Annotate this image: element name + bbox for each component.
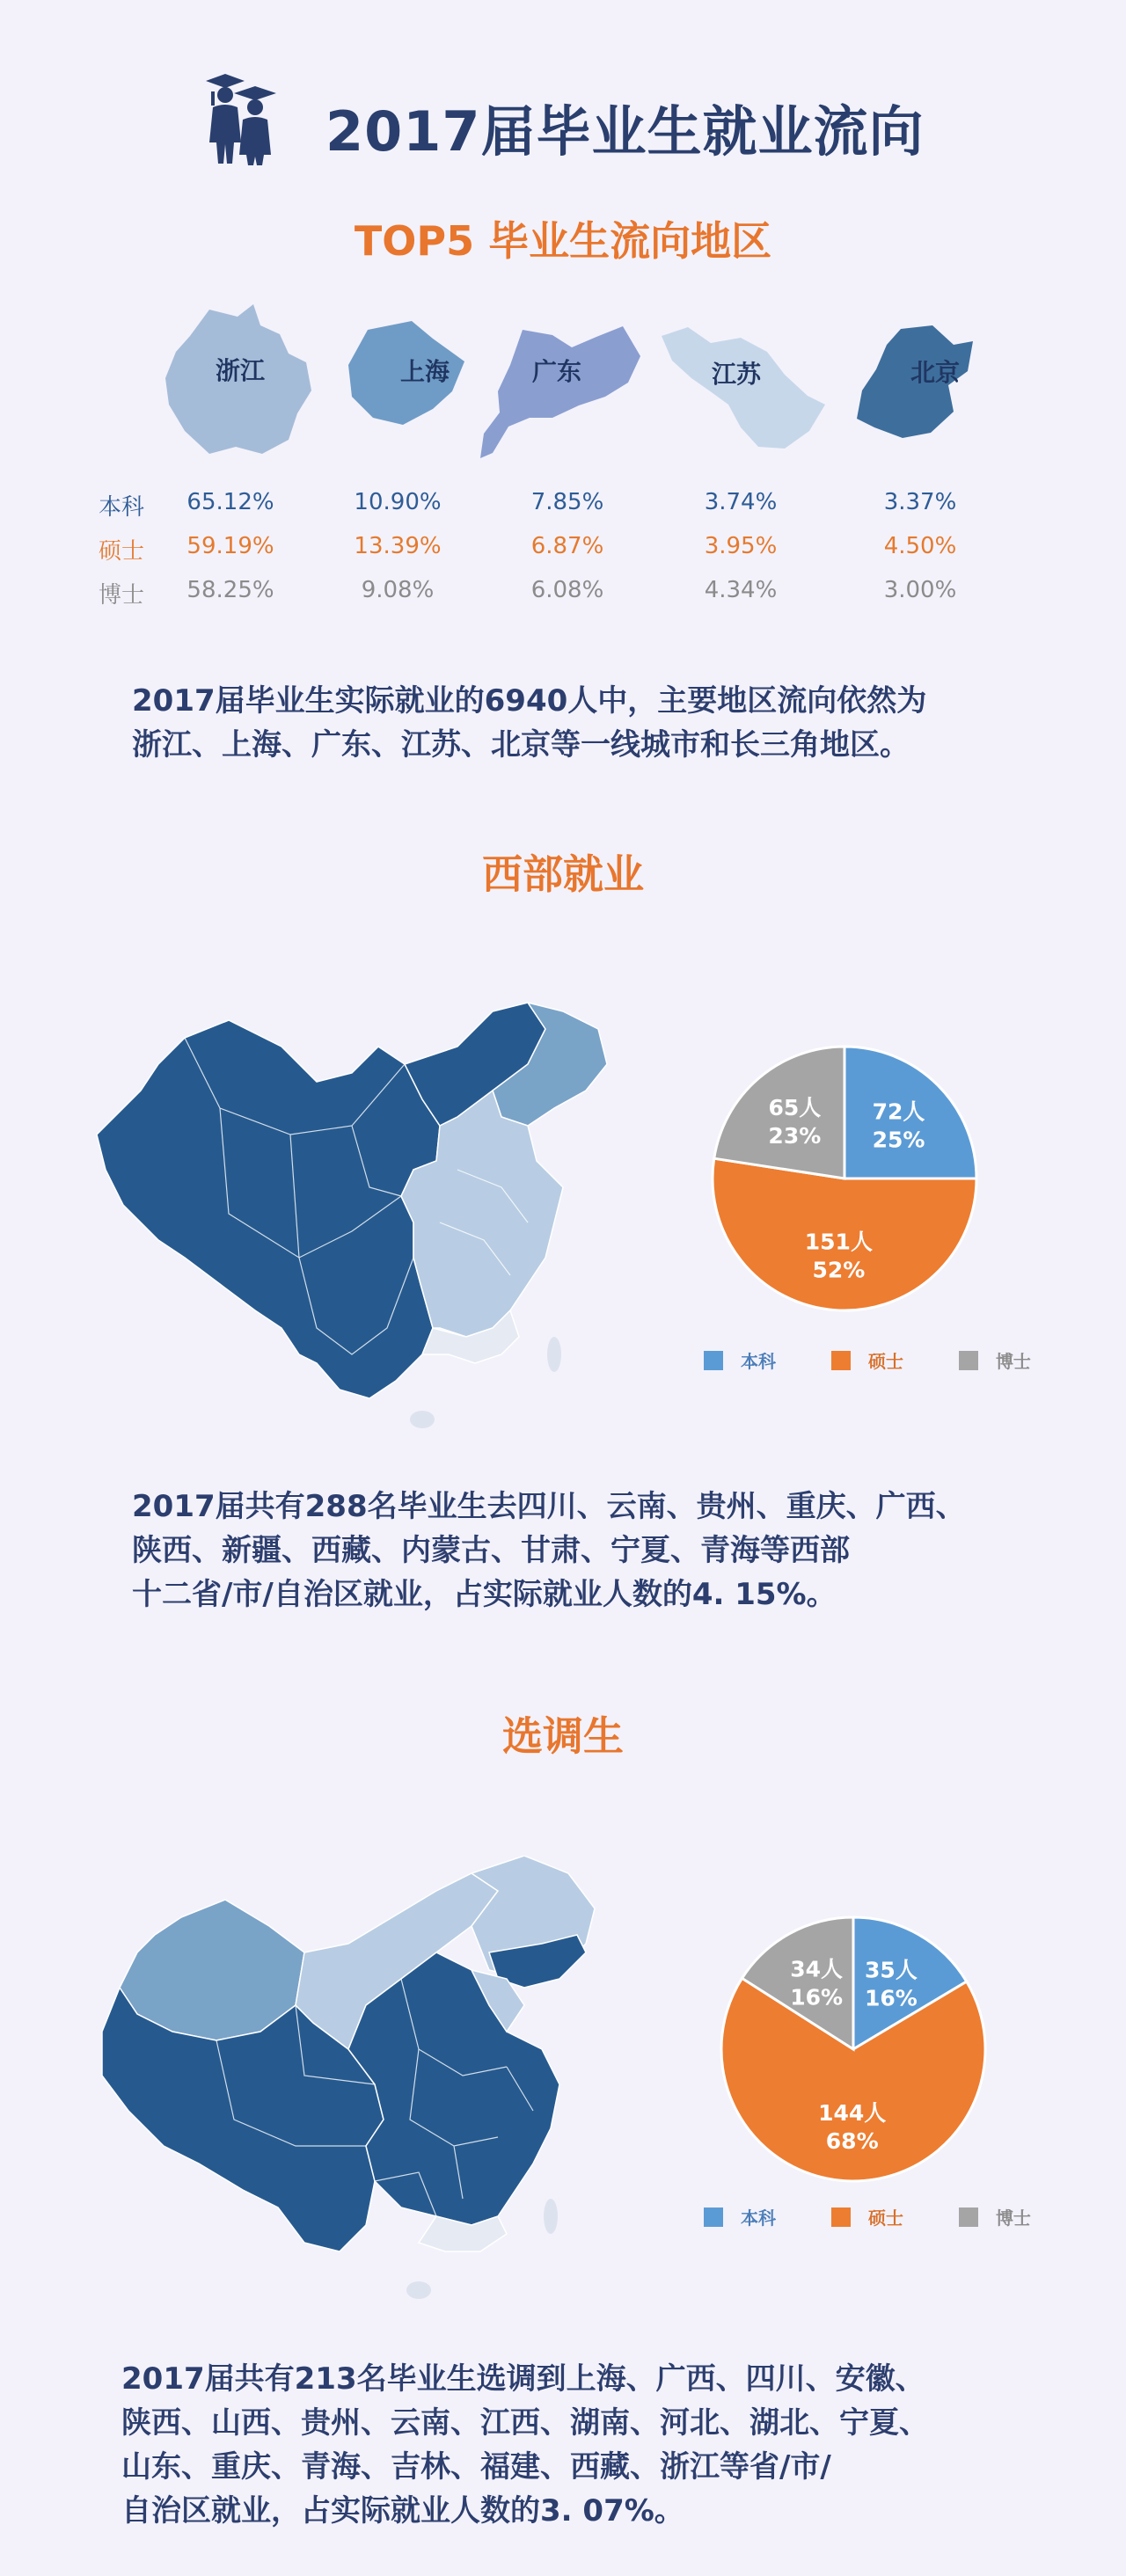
province-label: 北京: [910, 358, 960, 387]
page-title: 2017届毕业生就业流向: [325, 99, 925, 164]
west-heading: 西部就业: [482, 850, 644, 898]
xuandiao-legend: [704, 2204, 1080, 2229]
paragraph-line: 2017届共有213名毕业生选调到上海、广西、四川、安徽、: [121, 2361, 925, 2397]
hainan-shape: [410, 1411, 435, 1428]
row-label-benke: 本科: [99, 494, 145, 521]
paragraph-line: 山东、重庆、青海、吉林、福建、西藏、浙江等省/市/: [121, 2449, 831, 2485]
xuandiao-china-map: [84, 1856, 621, 2304]
pct-cell: 10.90%: [354, 489, 442, 515]
province-beijing: [852, 318, 1019, 468]
province-zhejiang: [157, 299, 324, 449]
province-label: 江苏: [711, 360, 761, 389]
legend-item-boshi: 博士: [959, 1347, 1031, 1373]
paragraph-line: 陕西、新疆、西藏、内蒙古、甘肃、宁夏、青海等西部: [132, 1533, 850, 1568]
pct-cell: 9.08%: [361, 577, 435, 603]
west-paragraph: [132, 1485, 1029, 1616]
pie-data-label: 68%: [825, 2127, 879, 2154]
province-guangdong: [473, 321, 640, 471]
pct-cell: 7.85%: [530, 489, 604, 515]
pct-cell: 6.08%: [530, 577, 604, 603]
pie-data-label: 34人: [790, 1956, 844, 1982]
paragraph-line: 陕西、山西、贵州、云南、江西、湖南、河北、湖北、宁夏、: [121, 2405, 929, 2441]
pct-cell: 4.50%: [883, 533, 957, 559]
pie-data-label: 25%: [872, 1127, 925, 1153]
pct-cell: 13.39%: [354, 533, 442, 559]
hainan-shape: [406, 2281, 431, 2299]
paragraph-line: 十二省/市/自治区就业，占实际就业人数的4. 15%。: [132, 1577, 837, 1612]
pie-data-label: 16%: [865, 1985, 918, 2011]
province-label: 浙江: [215, 356, 265, 385]
pct-cell: 3.37%: [883, 489, 957, 515]
graduates-icon: [201, 69, 280, 167]
west-china-map: [88, 994, 625, 1434]
west-legend: [704, 1347, 1080, 1373]
pct-cell: 58.25%: [186, 577, 274, 603]
row-label-boshi: 博士: [99, 582, 145, 609]
taiwan-shape: [544, 2199, 558, 2234]
pie-data-label: 52%: [812, 1257, 866, 1283]
top5-paragraph: [132, 679, 1029, 767]
jiangsu-map-icon: [653, 317, 837, 466]
pct-cell: 3.95%: [704, 533, 778, 559]
paragraph-line: 浙江、上海、广东、江苏、北京等一线城市和长三角地区。: [132, 727, 910, 763]
pie-data-label: 151人: [804, 1229, 873, 1255]
xuandiao-pie-chart: [713, 1908, 994, 2190]
row-label-shuoshi: 硕士: [99, 538, 145, 565]
pct-cell: 59.19%: [186, 533, 274, 559]
province-jiangsu: [653, 317, 820, 466]
legend-item-shuoshi: 硕士: [831, 2204, 903, 2229]
pie-data-label: 72人: [872, 1098, 925, 1125]
pie-data-label: 16%: [790, 1984, 844, 2010]
pct-cell: 3.74%: [704, 489, 778, 515]
map-region-west: [97, 1020, 440, 1398]
pie-data-label: 35人: [865, 1957, 918, 1983]
legend-item-shuoshi: 硕士: [831, 1347, 903, 1373]
province-label: 广东: [531, 357, 581, 386]
xuandiao-paragraph: [121, 2357, 1054, 2533]
paragraph-line: 2017届毕业生实际就业的6940人中，主要地区流向依然为: [132, 683, 927, 719]
guangdong-map-icon: [473, 321, 658, 471]
pie-data-label: 65人: [768, 1094, 822, 1120]
taiwan-shape: [547, 1337, 561, 1372]
legend-item-benke: 本科: [704, 2204, 776, 2229]
paragraph-line: 自治区就业，占实际就业人数的3. 07%。: [121, 2493, 684, 2529]
legend-item-benke: 本科: [704, 1347, 776, 1373]
pct-cell: 65.12%: [186, 489, 274, 515]
west-pie-chart: [704, 1038, 985, 1319]
pct-cell: 4.34%: [704, 577, 778, 603]
pie-data-label: 144人: [818, 2099, 887, 2126]
legend-item-boshi: 博士: [959, 2204, 1031, 2229]
pct-cell: 3.00%: [883, 577, 957, 603]
province-label: 上海: [399, 357, 450, 386]
xuandiao-heading: 选调生: [502, 1712, 624, 1760]
paragraph-line: 2017届共有288名毕业生去四川、云南、贵州、重庆、广西、: [132, 1489, 966, 1524]
pct-cell: 6.87%: [530, 533, 604, 559]
top5-heading: TOP5 毕业生流向地区: [354, 217, 772, 265]
pie-data-label: 23%: [768, 1122, 822, 1149]
